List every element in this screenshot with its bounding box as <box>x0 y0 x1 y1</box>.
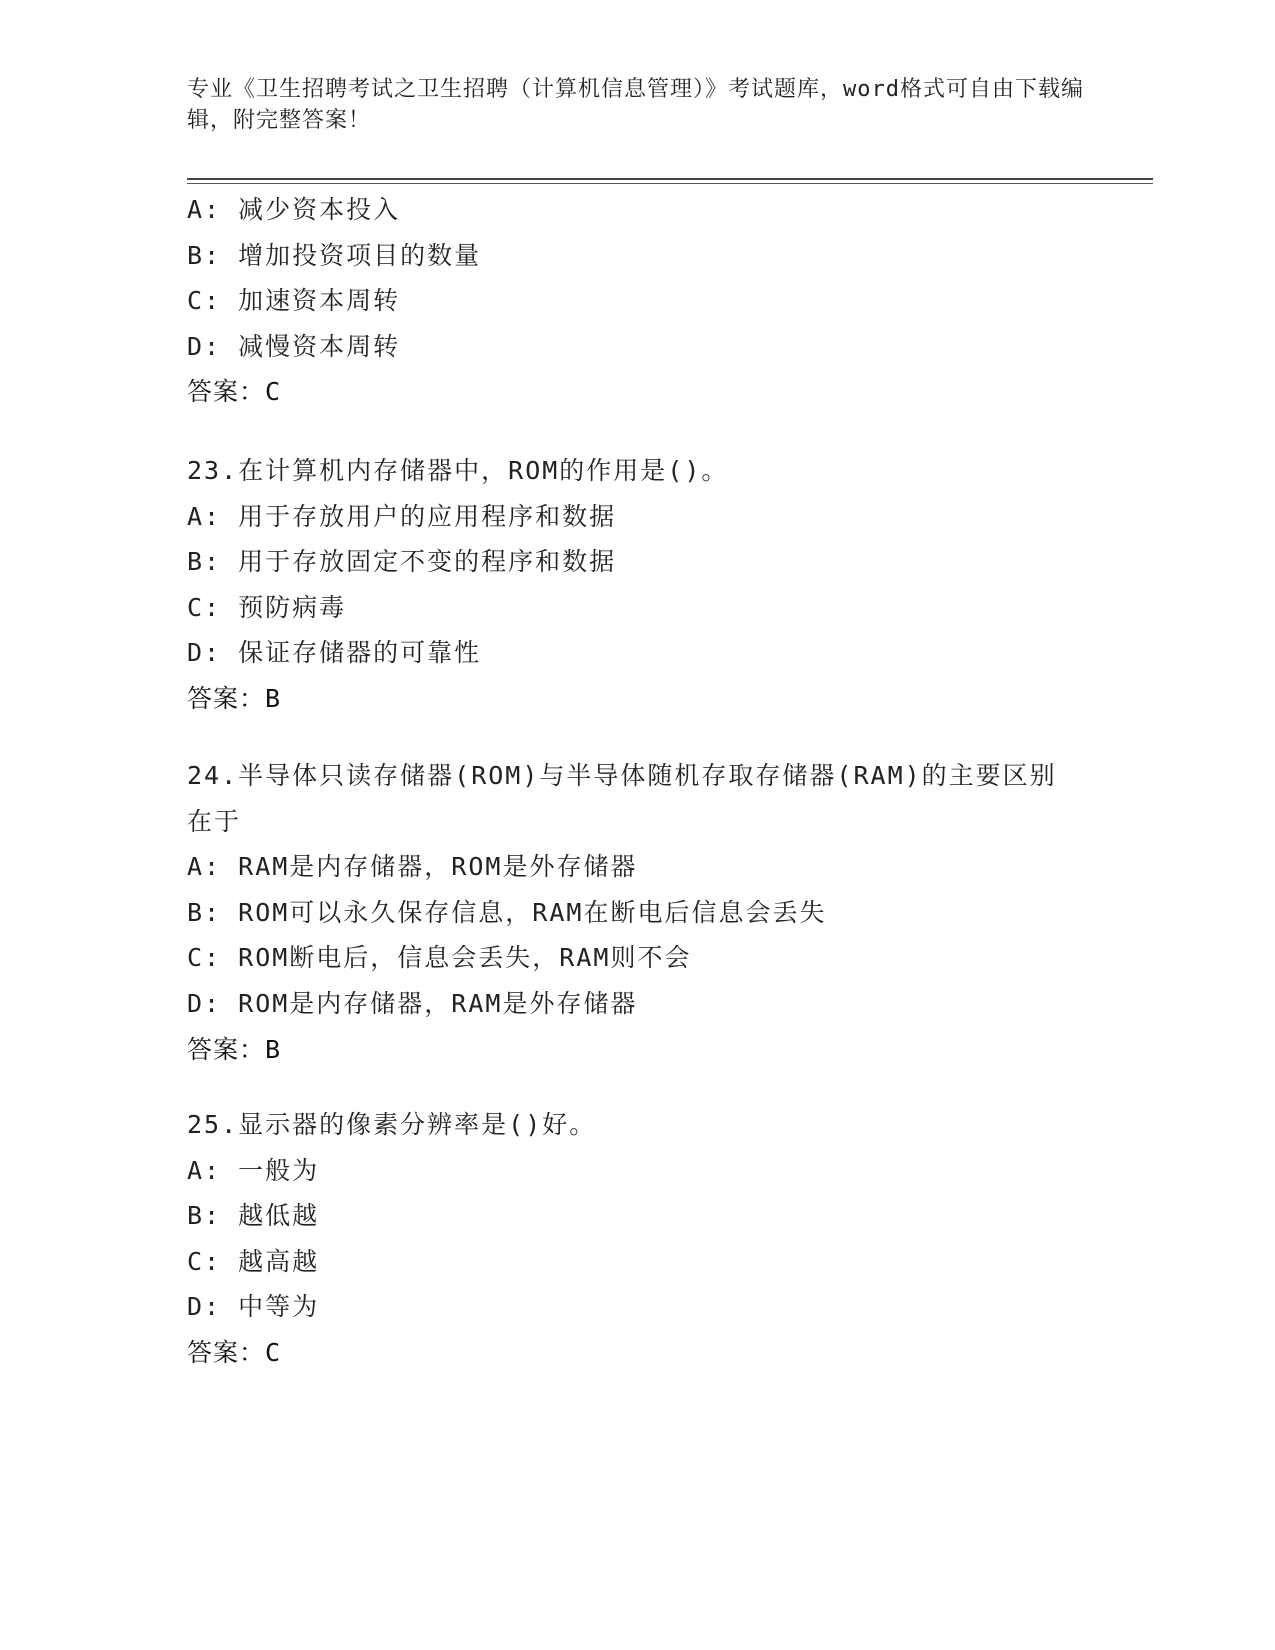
option-c: C: 预防病毒 <box>187 592 347 622</box>
answer-label: 答案： <box>187 1337 266 1367</box>
answer-label: 答案： <box>187 377 266 407</box>
question-25-block <box>187 1102 1167 1376</box>
answer-line <box>187 1027 1167 1073</box>
question-24-block <box>187 753 1167 1072</box>
answer-line <box>187 369 1167 415</box>
option-d: D: 减慢资本周转 <box>187 331 401 361</box>
option-a: A: 一般为 <box>187 1155 320 1185</box>
answer-value: C <box>265 377 282 407</box>
option-c: C: 越高越 <box>187 1246 320 1276</box>
question-stem: 23.在计算机内存储器中，ROM的作用是()。 <box>187 456 729 485</box>
question-stem: 25.显示器的像素分辨率是()好。 <box>187 1110 597 1139</box>
header-divider-thin <box>187 183 1153 184</box>
option-b: B: 增加投资项目的数量 <box>187 240 482 270</box>
answer-value: C <box>265 1337 282 1367</box>
option-b: B: 越低越 <box>187 1201 320 1231</box>
option-a: A: 用于存放用户的应用程序和数据 <box>187 501 617 531</box>
option-b: B: ROM可以永久保存信息，RAM在断电后信息会丢失 <box>187 897 827 927</box>
option-d: D: ROM是内存储器，RAM是外存储器 <box>187 988 638 1018</box>
question-stem: 24.半导体只读存储器(ROM)与半导体随机存取存储器(RAM)的主要区别在于 <box>187 761 1057 836</box>
answer-value: B <box>265 1034 282 1064</box>
option-d: D: 中等为 <box>187 1292 320 1322</box>
option-c: C: ROM断电后，信息会丢失，RAM则不会 <box>187 943 692 973</box>
answer-line <box>187 676 1167 722</box>
header-divider-thick <box>187 178 1153 180</box>
answer-label: 答案： <box>187 683 266 713</box>
option-b: B: 用于存放固定不变的程序和数据 <box>187 547 617 577</box>
option-c: C: 加速资本周转 <box>187 286 401 316</box>
option-a: A: 减少资本投入 <box>187 195 401 224</box>
page-header-text: 专业《卫生招聘考试之卫生招聘（计算机信息管理）》考试题库，word格式可自由下载编辑，附完整答案！ <box>187 77 1084 133</box>
answer-label: 答案： <box>187 1034 266 1064</box>
option-d: D: 保证存储器的可靠性 <box>187 638 482 668</box>
question-23-block <box>187 448 1167 722</box>
question-22-block <box>187 187 1167 415</box>
answer-line <box>187 1330 1167 1376</box>
answer-value: B <box>265 683 282 713</box>
option-a: A: RAM是内存储器，ROM是外存储器 <box>187 852 638 882</box>
